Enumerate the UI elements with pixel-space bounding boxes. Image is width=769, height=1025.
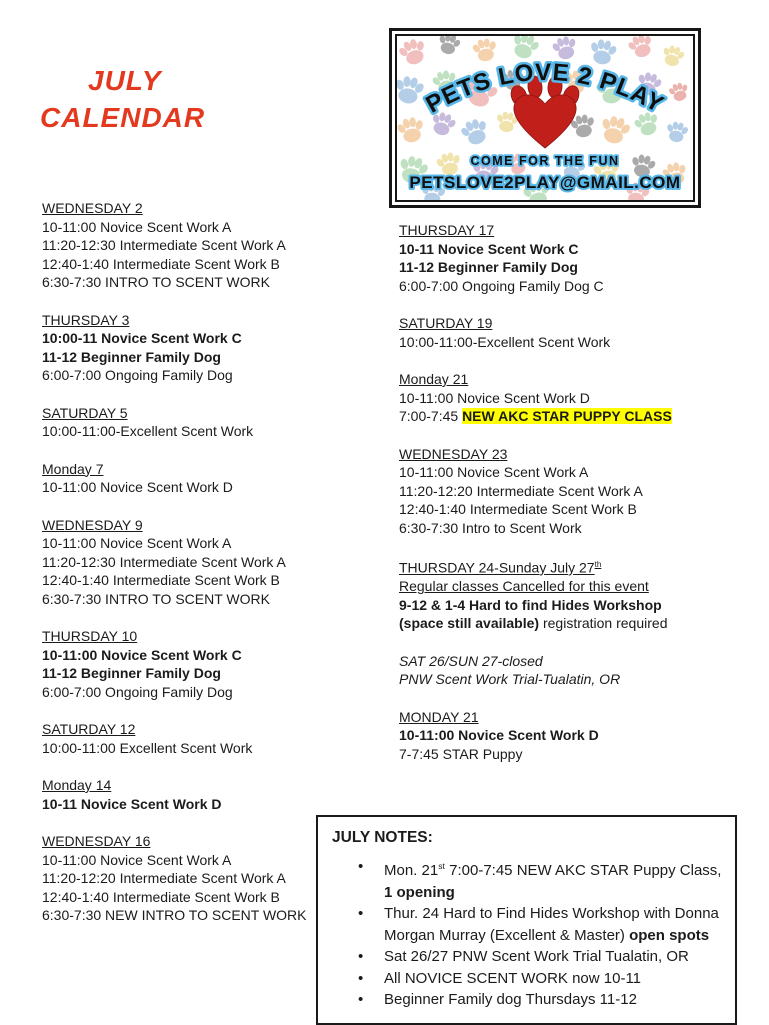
text-segment: Monday 21 (399, 371, 469, 387)
bullet-icon: • (358, 905, 364, 922)
schedule-block (42, 627, 352, 701)
schedule-block (42, 516, 352, 609)
july-notes-box (316, 815, 737, 1025)
schedule-line (399, 333, 744, 352)
schedule-line (42, 590, 352, 609)
note-item (332, 968, 725, 990)
text-segment: 10-11 Novice Scent Work C (399, 240, 579, 257)
schedule-line (399, 519, 744, 538)
highlighted-text: NEW AKC STAR PUPPY CLASS (462, 408, 672, 424)
schedule-block (42, 720, 352, 757)
text-segment: WEDNESDAY 9 (42, 516, 143, 533)
text-segment: 10-11:00 Novice Scent Work A (42, 218, 232, 235)
schedule-block (399, 708, 744, 764)
note-item (332, 903, 725, 946)
text-segment: 10:00-11:00 Excellent Scent Work (42, 739, 253, 756)
schedule-line (399, 670, 744, 689)
notes-list (332, 856, 725, 1011)
note-text (384, 946, 689, 968)
text-segment: 6:00-7:00 Ongoing Family Dog (42, 367, 233, 383)
text-segment: th (594, 560, 602, 569)
schedule-line (42, 869, 352, 888)
schedule-line (399, 500, 744, 519)
notes-heading: JULY NOTES: (332, 829, 433, 846)
schedule-line (399, 596, 744, 615)
schedule-line (42, 534, 352, 553)
schedule-block (42, 199, 352, 292)
logo-arc-text: PETS LOVE 2 PLAY (421, 58, 669, 119)
bullet-icon: • (358, 858, 364, 875)
text-segment: WEDNESDAY 23 (399, 445, 508, 462)
schedule-block (42, 460, 352, 497)
note-item (332, 989, 725, 1011)
note-text (384, 856, 721, 903)
text-segment: WEDNESDAY 16 (42, 833, 151, 849)
text-segment: All NOVICE SCENT WORK now 10-11 (384, 969, 642, 987)
schedule-line (399, 277, 744, 296)
schedule-line (42, 422, 352, 441)
text-segment: 11:20-12:20 Intermediate Scent Work A (399, 482, 643, 499)
day-header (42, 720, 352, 739)
text-segment: SATURDAY 19 (399, 315, 493, 331)
note-text (384, 903, 719, 946)
text-segment: 10-11:00 Novice Scent Work D (399, 727, 599, 744)
schedule-line (399, 614, 744, 633)
schedule-line (42, 329, 352, 348)
text-segment: Monday 14 (42, 777, 112, 793)
note-text (384, 968, 641, 990)
text-segment: THURSDAY 17 (399, 222, 495, 238)
text-segment: 12:40-1:40 Intermediate Scent Work B (399, 501, 637, 517)
day-header (42, 460, 352, 479)
schedule-line (399, 745, 744, 764)
schedule-block (399, 652, 744, 689)
day-header (42, 627, 352, 646)
schedule-line (42, 888, 352, 907)
day-header (42, 199, 352, 218)
text-segment: 10-11 Novice Scent Work D (42, 795, 222, 812)
schedule-block (399, 314, 744, 351)
schedule-line (42, 646, 352, 665)
text-segment: Monday 7 (42, 460, 104, 477)
text-segment: 10:00-11:00-Excellent Scent Work (42, 423, 254, 439)
logo-inner-frame (395, 34, 695, 202)
schedule-line (42, 851, 352, 870)
text-segment: Beginner Family dog Thursdays 11-12 (384, 991, 637, 1008)
schedule-line (42, 366, 352, 385)
page-title-line2: CALENDAR (40, 102, 206, 133)
text-segment: 6:30-7:30 INTRO TO SCENT WORK (42, 274, 270, 290)
text-segment: 12:40-1:40 Intermediate Scent Work B (42, 888, 280, 905)
text-segment: 7:00-7:45 NEW AKC STAR Puppy Class, (444, 862, 722, 879)
text-segment: (space still available) (399, 615, 540, 632)
schedule-line (42, 683, 352, 702)
text-segment: 10-11:00 Novice Scent Work C (42, 646, 242, 663)
text-segment: Morgan Murray (Excellent & Master) (384, 926, 630, 944)
note-item (332, 946, 725, 968)
text-segment: 10:00-11:00-Excellent Scent Work (399, 333, 611, 350)
day-header (42, 516, 352, 535)
text-segment: 6:30-7:30 NEW INTRO TO SCENT WORK (42, 907, 307, 923)
text-segment: 12:40-1:40 Intermediate Scent Work B (42, 255, 280, 272)
text-segment: 10-11:00 Novice Scent Work A (399, 464, 589, 480)
text-segment: 11:20-12:30 Intermediate Scent Work A (42, 553, 286, 570)
day-header (399, 370, 744, 389)
schedule-line (399, 407, 744, 426)
text-segment: PNW Scent Work Trial-Tualatin, OR (399, 671, 621, 688)
schedule-line (42, 664, 352, 683)
page-title-line1: JULY (88, 65, 162, 96)
text-segment: 11-12 Beginner Family Dog (42, 348, 221, 365)
text-segment: 9-12 & 1-4 Hard to find Hides Workshop (399, 596, 662, 613)
text-segment: 6:30-7:30 Intro to Scent Work (399, 519, 582, 536)
schedule-line (42, 553, 352, 572)
text-segment: 6:00-7:00 Ongoing Family Dog C (399, 277, 604, 294)
text-segment: 10-11:00 Novice Scent Work A (42, 535, 232, 551)
schedule-block (399, 556, 744, 633)
schedule-line (42, 236, 352, 255)
text-segment: 6:30-7:30 INTRO TO SCENT WORK (42, 590, 270, 607)
schedule-line (399, 652, 744, 671)
text-segment: Regular classes Cancelled for this event (399, 578, 649, 595)
schedule-line (399, 389, 744, 408)
schedule-line (42, 273, 352, 292)
schedule-block (42, 832, 352, 925)
day-header (42, 311, 352, 330)
text-segment: 11:20-12:30 Intermediate Scent Work A (42, 237, 286, 253)
day-header (399, 221, 744, 240)
text-segment: 10-11:00 Novice Scent Work A (42, 851, 232, 868)
bullet-icon: • (358, 969, 364, 987)
logo-artwork (397, 36, 693, 200)
text-segment: open spots (629, 926, 710, 944)
bullet-icon: • (358, 991, 364, 1008)
schedule-line (399, 258, 744, 277)
schedule-left-column (42, 199, 352, 944)
logo-outer-frame (389, 28, 701, 208)
day-header (399, 577, 744, 596)
text-segment: Mon. 21 (384, 862, 439, 879)
page-title (40, 62, 205, 136)
schedule-line (399, 556, 744, 577)
day-header (42, 832, 352, 851)
text-segment: THURSDAY 3 (42, 311, 130, 328)
day-header (399, 708, 744, 727)
schedule-line (42, 255, 352, 274)
text-segment: 11:20-12:20 Intermediate Scent Work A (42, 870, 286, 886)
text-segment: 1 opening (384, 883, 455, 901)
text-segment: 10-11:00 Novice Scent Work D (42, 479, 233, 495)
schedule-line (399, 482, 744, 501)
schedule-line (399, 463, 744, 482)
text-segment: 7:00-7:45 (399, 408, 463, 424)
note-item (332, 856, 725, 903)
text-segment: Thur. 24 Hard to Find Hides Workshop with Donna (384, 905, 719, 922)
logo-tagline: COME FOR THE FUN (470, 154, 620, 168)
day-header (399, 314, 744, 333)
schedule-line (399, 726, 744, 745)
schedule-block (399, 445, 744, 538)
schedule-block (42, 404, 352, 441)
text-segment: 7-7:45 STAR Puppy (399, 745, 523, 762)
logo-email: PETSLOVE2PLAY@GMAIL.COM (409, 173, 681, 192)
text-segment: 11-12 Beginner Family Dog (399, 259, 578, 275)
text-segment: registration required (539, 615, 668, 632)
day-header (42, 404, 352, 423)
text-segment: MONDAY 21 (399, 708, 479, 725)
text-segment: SATURDAY 12 (42, 721, 136, 737)
schedule-line (42, 795, 352, 814)
text-segment: WEDNESDAY 2 (42, 200, 143, 216)
text-segment: 10-11:00 Novice Scent Work D (399, 389, 590, 406)
text-segment: 12:40-1:40 Intermediate Scent Work B (42, 572, 280, 588)
schedule-line (399, 240, 744, 259)
schedule-block (399, 221, 744, 295)
schedule-right-column (399, 221, 744, 782)
schedule-line (42, 739, 352, 758)
schedule-line (42, 478, 352, 497)
text-segment: SATURDAY 5 (42, 404, 128, 421)
text-segment: 6:00-7:00 Ongoing Family Dog (42, 683, 233, 700)
text-segment: st (438, 861, 445, 871)
text-segment: 11-12 Beginner Family Dog (42, 665, 221, 681)
text-segment: THURSDAY 24-Sunday July 27 (399, 559, 595, 576)
text-segment: SAT 26/SUN 27-closed (399, 652, 543, 669)
text-segment: THURSDAY 10 (42, 628, 138, 644)
day-header (42, 776, 352, 795)
pets-love-2-play-logo (389, 28, 701, 208)
text-segment: Sat 26/27 PNW Scent Work Trial Tualatin, OR (384, 948, 689, 965)
note-text (384, 989, 637, 1011)
day-header (399, 445, 744, 464)
schedule-line (42, 218, 352, 237)
schedule-block (399, 370, 744, 426)
schedule-line (42, 906, 352, 925)
schedule-block (42, 311, 352, 385)
schedule-line (42, 571, 352, 590)
text-segment: 10:00-11 Novice Scent Work C (42, 330, 242, 346)
schedule-line (42, 348, 352, 367)
schedule-block (42, 776, 352, 813)
bullet-icon: • (358, 948, 364, 965)
